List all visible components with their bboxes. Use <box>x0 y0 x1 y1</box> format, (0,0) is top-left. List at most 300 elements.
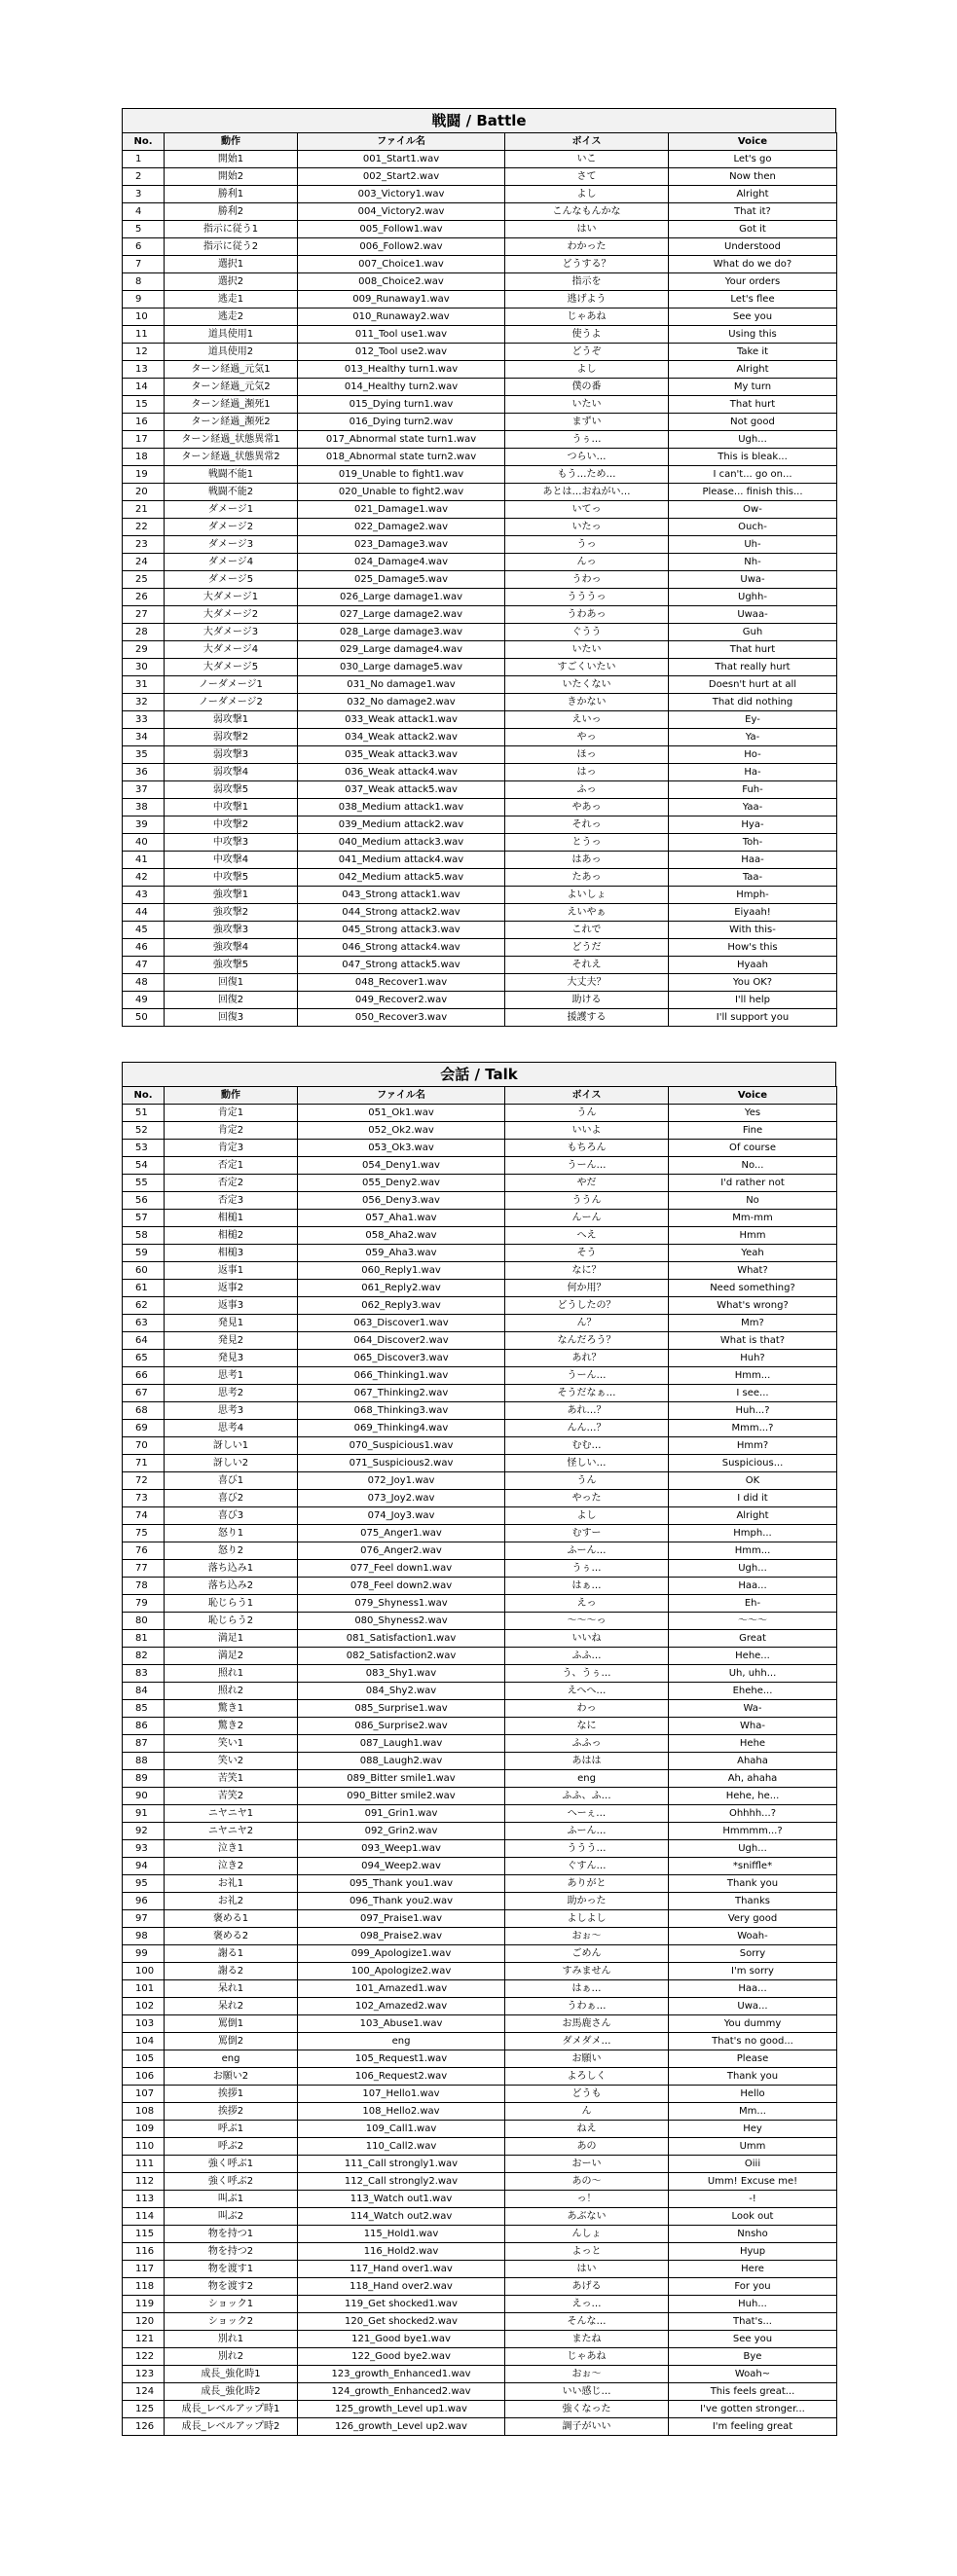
row-voice-jp: よろしく <box>505 2068 669 2086</box>
row-voice-jp: 何か用？ <box>505 1280 669 1297</box>
row-voice-jp: もちろん <box>505 1140 669 1157</box>
row-number: 83 <box>123 1665 165 1683</box>
row-number: 100 <box>123 1963 165 1980</box>
row-number: 126 <box>123 2418 165 2436</box>
row-voice-jp: あぶない <box>505 2208 669 2226</box>
row-number: 70 <box>123 1437 165 1455</box>
row-voice-jp: すみません <box>505 1963 669 1980</box>
row-voice-en: Ah, ahaha <box>669 1770 837 1788</box>
battle-table <box>122 132 837 1027</box>
row-filename: 121_Good bye1.wav <box>298 2331 505 2348</box>
row-action: ダメージ4 <box>165 554 298 571</box>
row-action: 成長_レベルアップ時2 <box>165 2418 298 2436</box>
row-voice-jp: えっ <box>505 1595 669 1613</box>
table-row <box>123 2033 837 2050</box>
row-filename: 116_Hold2.wav <box>298 2243 505 2261</box>
row-voice-en: Uh, uhh... <box>669 1665 837 1683</box>
row-number: 82 <box>123 1648 165 1665</box>
row-voice-jp: なんだろう？ <box>505 1332 669 1350</box>
row-voice-jp: いいね <box>505 1630 669 1648</box>
table-row <box>123 361 837 379</box>
row-filename: 035_Weak attack3.wav <box>298 746 505 764</box>
table-row <box>123 1753 837 1770</box>
row-number: 46 <box>123 939 165 957</box>
row-voice-jp: それっ <box>505 816 669 834</box>
table-row <box>123 238 837 256</box>
row-voice-jp: むむ… <box>505 1437 669 1455</box>
row-action: 指示に従う1 <box>165 221 298 238</box>
row-number: 78 <box>123 1578 165 1595</box>
row-action: 回復1 <box>165 974 298 992</box>
row-voice-en: You OK? <box>669 974 837 992</box>
table-row <box>123 1262 837 1280</box>
row-voice-en: Hmm... <box>669 1367 837 1385</box>
row-filename: 090_Bitter smile2.wav <box>298 1788 505 1805</box>
row-voice-jp: 助ける <box>505 992 669 1009</box>
row-number: 81 <box>123 1630 165 1648</box>
table-row <box>123 1402 837 1420</box>
row-voice-en: Uwa- <box>669 571 837 589</box>
row-voice-en: Please <box>669 2050 837 2068</box>
table-row <box>123 1472 837 1490</box>
row-number: 28 <box>123 624 165 641</box>
row-action: 物を渡す1 <box>165 2261 298 2278</box>
row-action: 開始2 <box>165 168 298 186</box>
row-filename: 096_Thank you2.wav <box>298 1893 505 1910</box>
row-voice-en: Here <box>669 2261 837 2278</box>
row-voice-jp: いたっ <box>505 519 669 536</box>
column-header-action: 動作 <box>165 133 298 151</box>
row-voice-jp: むすー <box>505 1525 669 1542</box>
row-voice-jp: んっ <box>505 554 669 571</box>
table-row <box>123 168 837 186</box>
table-row <box>123 2226 837 2243</box>
row-filename: 067_Thinking2.wav <box>298 1385 505 1402</box>
row-filename: 099_Apologize1.wav <box>298 1945 505 1963</box>
row-voice-en: Ehehe... <box>669 1683 837 1700</box>
table-row <box>123 151 837 168</box>
row-filename: 118_Hand over2.wav <box>298 2278 505 2296</box>
row-voice-jp: よっと <box>505 2243 669 2261</box>
row-voice-en: Hehe... <box>669 1648 837 1665</box>
row-filename: 051_Ok1.wav <box>298 1105 505 1122</box>
row-voice-jp: あれ…？ <box>505 1402 669 1420</box>
row-number: 39 <box>123 816 165 834</box>
row-voice-en: Great <box>669 1630 837 1648</box>
row-filename: 047_Strong attack5.wav <box>298 957 505 974</box>
table-row <box>123 852 837 869</box>
row-filename: 018_Abnormal state turn2.wav <box>298 449 505 466</box>
row-action: 相槌3 <box>165 1245 298 1262</box>
row-voice-en: Let's go <box>669 151 837 168</box>
row-action: 中攻撃2 <box>165 816 298 834</box>
row-filename: 044_Strong attack2.wav <box>298 904 505 922</box>
row-voice-jp: いこ <box>505 151 669 168</box>
table-row <box>123 273 837 291</box>
row-action: 思考1 <box>165 1367 298 1385</box>
row-voice-jp: やあっ <box>505 799 669 816</box>
row-action: 勝利1 <box>165 186 298 203</box>
row-voice-en: I'd rather not <box>669 1175 837 1192</box>
row-filename: 032_No damage2.wav <box>298 694 505 711</box>
row-filename: 003_Victory1.wav <box>298 186 505 203</box>
row-action: 逃走1 <box>165 291 298 308</box>
row-number: 50 <box>123 1009 165 1027</box>
row-voice-jp: やっ <box>505 729 669 746</box>
row-action: ノーダメージ1 <box>165 676 298 694</box>
row-voice-en: That hurt <box>669 641 837 659</box>
table-row <box>123 2278 837 2296</box>
table-row <box>123 536 837 554</box>
row-number: 104 <box>123 2033 165 2050</box>
row-voice-en: Ugh... <box>669 431 837 449</box>
row-number: 13 <box>123 361 165 379</box>
row-voice-jp: よし <box>505 361 669 379</box>
row-voice-en: What's wrong? <box>669 1297 837 1315</box>
row-action: 物を渡す2 <box>165 2278 298 2296</box>
row-voice-en: That's... <box>669 2313 837 2331</box>
row-voice-en: Mmm...? <box>669 1420 837 1437</box>
row-voice-jp: 怪しい… <box>505 1455 669 1472</box>
row-filename: 094_Weep2.wav <box>298 1858 505 1875</box>
row-action: 満足1 <box>165 1630 298 1648</box>
row-action: 強攻撃3 <box>165 922 298 939</box>
row-action: 強攻撃5 <box>165 957 298 974</box>
row-filename: 002_Start2.wav <box>298 168 505 186</box>
row-number: 96 <box>123 1893 165 1910</box>
row-action: 大ダメージ5 <box>165 659 298 676</box>
row-number: 113 <box>123 2191 165 2208</box>
table-row <box>123 519 837 536</box>
row-voice-jp: いたい <box>505 641 669 659</box>
row-voice-jp: とうっ <box>505 834 669 852</box>
row-action: お願い2 <box>165 2068 298 2086</box>
row-number: 105 <box>123 2050 165 2068</box>
row-filename: 056_Deny3.wav <box>298 1192 505 1210</box>
row-filename: 071_Suspicious2.wav <box>298 1455 505 1472</box>
row-voice-jp: じゃあね <box>505 2348 669 2366</box>
row-number: 109 <box>123 2121 165 2138</box>
table-row <box>123 1875 837 1893</box>
row-voice-en: Wa- <box>669 1700 837 1718</box>
row-voice-jp: あの～ <box>505 2173 669 2191</box>
row-filename: 109_Call1.wav <box>298 2121 505 2138</box>
row-voice-jp: ありがと <box>505 1875 669 1893</box>
row-filename: 081_Satisfaction1.wav <box>298 1630 505 1648</box>
row-number: 30 <box>123 659 165 676</box>
row-voice-en: This is bleak... <box>669 449 837 466</box>
row-voice-en: -! <box>669 2191 837 2208</box>
row-voice-en: What do we do? <box>669 256 837 273</box>
row-action: 落ち込み1 <box>165 1560 298 1578</box>
row-action: 挨拶1 <box>165 2086 298 2103</box>
row-voice-jp: う、うぅ… <box>505 1665 669 1683</box>
row-voice-jp: うううっ <box>505 589 669 606</box>
row-voice-en: Umm! Excuse me! <box>669 2173 837 2191</box>
row-number: 59 <box>123 1245 165 1262</box>
row-voice-jp: そんな… <box>505 2313 669 2331</box>
row-voice-jp: ふふっ <box>505 1735 669 1753</box>
row-action: ショック1 <box>165 2296 298 2313</box>
row-number: 6 <box>123 238 165 256</box>
row-action: 選択1 <box>165 256 298 273</box>
row-voice-jp: ふーん… <box>505 1823 669 1840</box>
row-action: ターン経過_元気1 <box>165 361 298 379</box>
row-number: 114 <box>123 2208 165 2226</box>
table-row <box>123 939 837 957</box>
row-filename: 011_Tool use1.wav <box>298 326 505 344</box>
row-filename: 008_Choice2.wav <box>298 273 505 291</box>
row-voice-en: Ey- <box>669 711 837 729</box>
row-voice-jp: お願い <box>505 2050 669 2068</box>
row-number: 34 <box>123 729 165 746</box>
row-voice-jp: ふっ <box>505 781 669 799</box>
row-number: 84 <box>123 1683 165 1700</box>
row-voice-jp: お馬鹿さん <box>505 2015 669 2033</box>
table-row <box>123 2138 837 2156</box>
row-voice-jp: 使うよ <box>505 326 669 344</box>
row-voice-en: Hmph... <box>669 1525 837 1542</box>
row-action: 中攻撃3 <box>165 834 298 852</box>
battle-section-title: 戦闘 / Battle <box>122 108 836 132</box>
row-filename: 052_Ok2.wav <box>298 1122 505 1140</box>
row-number: 122 <box>123 2348 165 2366</box>
row-action: 肯定1 <box>165 1105 298 1122</box>
row-voice-en: Suspicious... <box>669 1455 837 1472</box>
row-action: 満足2 <box>165 1648 298 1665</box>
row-filename: 103_Abuse1.wav <box>298 2015 505 2033</box>
row-voice-en: I did it <box>669 1490 837 1507</box>
row-voice-jp: うっ <box>505 536 669 554</box>
row-voice-jp: よしよし <box>505 1910 669 1928</box>
row-filename: 043_Strong attack1.wav <box>298 887 505 904</box>
row-filename: 084_Shy2.wav <box>298 1683 505 1700</box>
row-number: 17 <box>123 431 165 449</box>
row-voice-en: Guh <box>669 624 837 641</box>
row-voice-en: Hmmmm...? <box>669 1823 837 1840</box>
row-filename: 106_Request2.wav <box>298 2068 505 2086</box>
table-row <box>123 606 837 624</box>
row-filename: 022_Damage2.wav <box>298 519 505 536</box>
row-voice-en: Huh... <box>669 2296 837 2313</box>
row-number: 111 <box>123 2156 165 2173</box>
row-action: 中攻撃1 <box>165 799 298 816</box>
table-row <box>123 2401 837 2418</box>
table-row <box>123 887 837 904</box>
row-voice-en: That did nothing <box>669 694 837 711</box>
row-action: 強攻撃2 <box>165 904 298 922</box>
row-number: 102 <box>123 1998 165 2015</box>
row-number: 120 <box>123 2313 165 2331</box>
row-action: 思考3 <box>165 1402 298 1420</box>
row-filename: 028_Large damage3.wav <box>298 624 505 641</box>
table-row <box>123 2348 837 2366</box>
row-action: お礼2 <box>165 1893 298 1910</box>
row-filename: 111_Call strongly1.wav <box>298 2156 505 2173</box>
row-voice-jp: じゃあね <box>505 308 669 326</box>
row-number: 112 <box>123 2173 165 2191</box>
row-action: ターン経過_瀕死2 <box>165 414 298 431</box>
row-voice-en: This feels great... <box>669 2383 837 2401</box>
row-voice-en: How's this <box>669 939 837 957</box>
row-filename: 087_Laugh1.wav <box>298 1735 505 1753</box>
row-filename: 019_Unable to fight1.wav <box>298 466 505 484</box>
row-voice-jp: あはは <box>505 1753 669 1770</box>
row-action: eng <box>165 2050 298 2068</box>
table-row <box>123 221 837 238</box>
table-row <box>123 449 837 466</box>
row-action: 道具使用2 <box>165 344 298 361</box>
table-row <box>123 816 837 834</box>
table-row <box>123 1928 837 1945</box>
row-filename: 066_Thinking1.wav <box>298 1367 505 1385</box>
row-action: ノーダメージ2 <box>165 694 298 711</box>
table-row <box>123 1490 837 1507</box>
table-row <box>123 589 837 606</box>
row-action: 勝利2 <box>165 203 298 221</box>
table-row <box>123 1227 837 1245</box>
row-number: 53 <box>123 1140 165 1157</box>
row-voice-jp: うん <box>505 1105 669 1122</box>
row-filename: 012_Tool use2.wav <box>298 344 505 361</box>
row-voice-jp: はい <box>505 221 669 238</box>
row-filename: 073_Joy2.wav <box>298 1490 505 1507</box>
row-action: 強く呼ぶ1 <box>165 2156 298 2173</box>
row-action: 呼ぶ2 <box>165 2138 298 2156</box>
row-voice-jp: 強くなった <box>505 2401 669 2418</box>
table-row <box>123 379 837 396</box>
row-filename: 055_Deny2.wav <box>298 1175 505 1192</box>
row-voice-en: Hyaah <box>669 957 837 974</box>
row-action: ダメージ5 <box>165 571 298 589</box>
table-row <box>123 2418 837 2436</box>
row-filename: 064_Discover2.wav <box>298 1332 505 1350</box>
row-voice-jp: わかった <box>505 238 669 256</box>
table-row <box>123 1770 837 1788</box>
row-voice-en: Very good <box>669 1910 837 1928</box>
row-filename: 049_Recover2.wav <box>298 992 505 1009</box>
column-header-filename: ファイル名 <box>298 1087 505 1105</box>
row-number: 124 <box>123 2383 165 2401</box>
row-number: 98 <box>123 1928 165 1945</box>
table-row <box>123 1963 837 1980</box>
row-filename: 114_Watch out2.wav <box>298 2208 505 2226</box>
row-number: 40 <box>123 834 165 852</box>
row-action: 照れ2 <box>165 1683 298 1700</box>
row-action: 返事3 <box>165 1297 298 1315</box>
row-number: 20 <box>123 484 165 501</box>
row-voice-en: No... <box>669 1157 837 1175</box>
row-filename: 115_Hold1.wav <box>298 2226 505 2243</box>
table-row <box>123 676 837 694</box>
talk-header-row <box>123 1087 837 1105</box>
row-number: 99 <box>123 1945 165 1963</box>
row-voice-en: With this- <box>669 922 837 939</box>
table-row <box>123 694 837 711</box>
row-number: 88 <box>123 1753 165 1770</box>
row-voice-jp: えいっ <box>505 711 669 729</box>
row-voice-en: Mm... <box>669 2103 837 2121</box>
row-action: 苦笑2 <box>165 1788 298 1805</box>
row-action: 成長_レベルアップ時1 <box>165 2401 298 2418</box>
row-number: 41 <box>123 852 165 869</box>
row-voice-en: Got it <box>669 221 837 238</box>
row-filename: 072_Joy1.wav <box>298 1472 505 1490</box>
row-number: 94 <box>123 1858 165 1875</box>
row-voice-jp: ううん <box>505 1192 669 1210</box>
row-action: 戦闘不能2 <box>165 484 298 501</box>
row-filename: 091_Grin1.wav <box>298 1805 505 1823</box>
row-number: 5 <box>123 221 165 238</box>
row-voice-jp: それえ <box>505 957 669 974</box>
row-action: 回復3 <box>165 1009 298 1027</box>
row-action: 呼ぶ1 <box>165 2121 298 2138</box>
row-number: 75 <box>123 1525 165 1542</box>
table-row <box>123 2121 837 2138</box>
table-row <box>123 869 837 887</box>
row-voice-jp: うわっ <box>505 571 669 589</box>
table-row <box>123 729 837 746</box>
row-voice-jp: うん <box>505 1472 669 1490</box>
table-row <box>123 1192 837 1210</box>
row-voice-jp: うぅ… <box>505 1560 669 1578</box>
row-voice-jp: うわあっ <box>505 606 669 624</box>
row-filename: 020_Unable to fight2.wav <box>298 484 505 501</box>
row-voice-en: Mm? <box>669 1315 837 1332</box>
row-filename: 113_Watch out1.wav <box>298 2191 505 2208</box>
row-action: ターン経過_元気2 <box>165 379 298 396</box>
row-voice-en: Wha- <box>669 1718 837 1735</box>
row-number: 14 <box>123 379 165 396</box>
row-action: 喜び3 <box>165 1507 298 1525</box>
row-number: 72 <box>123 1472 165 1490</box>
row-voice-jp: そう <box>505 1245 669 1262</box>
table-row <box>123 501 837 519</box>
row-number: 108 <box>123 2103 165 2121</box>
table-row <box>123 2261 837 2278</box>
row-action: 挨拶2 <box>165 2103 298 2121</box>
row-filename: 023_Damage3.wav <box>298 536 505 554</box>
row-voice-jp: わっ <box>505 1700 669 1718</box>
row-voice-jp: そうだなぁ… <box>505 1385 669 1402</box>
row-action: 相槌1 <box>165 1210 298 1227</box>
row-voice-en: Alright <box>669 361 837 379</box>
table-row <box>123 1122 837 1140</box>
row-voice-en: OK <box>669 1472 837 1490</box>
row-number: 29 <box>123 641 165 659</box>
row-number: 95 <box>123 1875 165 1893</box>
row-voice-jp: 大丈夫？ <box>505 974 669 992</box>
row-filename: 005_Follow1.wav <box>298 221 505 238</box>
row-number: 35 <box>123 746 165 764</box>
row-filename: 007_Choice1.wav <box>298 256 505 273</box>
row-voice-en: Nh- <box>669 554 837 571</box>
row-voice-jp: たあっ <box>505 869 669 887</box>
row-action: 選択2 <box>165 273 298 291</box>
row-action: 発見1 <box>165 1315 298 1332</box>
row-number: 36 <box>123 764 165 781</box>
row-number: 86 <box>123 1718 165 1735</box>
row-action: 照れ1 <box>165 1665 298 1683</box>
row-voice-jp: あげる <box>505 2278 669 2296</box>
row-action: 泣き2 <box>165 1858 298 1875</box>
row-action: 喜び1 <box>165 1472 298 1490</box>
row-voice-jp: はっ <box>505 764 669 781</box>
column-header-voice-jp: ボイス <box>505 1087 669 1105</box>
table-row <box>123 1350 837 1367</box>
table-row <box>123 1175 837 1192</box>
row-voice-jp: はぁ… <box>505 1980 669 1998</box>
